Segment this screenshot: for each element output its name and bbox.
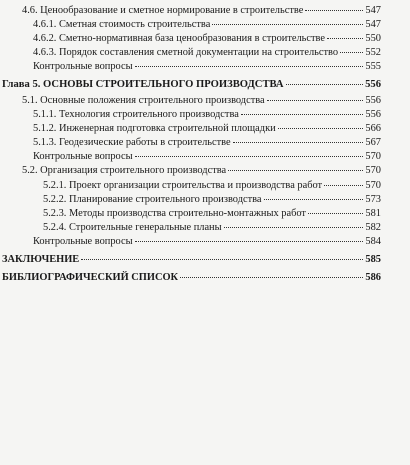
toc-entry-title: Контрольные вопросы <box>33 61 133 72</box>
toc-entry-4-6-1 <box>33 19 381 31</box>
toc-entry-5-2-3 <box>43 208 381 220</box>
toc-entry-5-2-1 <box>43 180 381 192</box>
toc-entry-page: 570 <box>365 165 381 176</box>
dot-leader <box>264 199 364 200</box>
dot-leader <box>286 84 364 85</box>
dot-leader <box>228 170 363 171</box>
toc-entry-5-1-3 <box>33 137 381 149</box>
toc-entry-questions-5-1 <box>33 151 381 163</box>
toc-entry-page: 547 <box>365 5 381 16</box>
toc-entry-title: Контрольные вопросы <box>33 151 133 162</box>
toc-entry-4-6 <box>22 5 381 17</box>
toc-entry-title: 4.6.1. Сметная стоимость строительства <box>33 19 211 30</box>
toc-entry-title: 5.1. Основные положения строительного производства <box>22 95 265 106</box>
toc-entry-page: 552 <box>365 47 381 58</box>
toc-entry-5-1-1 <box>33 109 381 121</box>
toc-entry-page: 556 <box>365 79 381 90</box>
toc-entry-page: 584 <box>365 236 381 247</box>
toc-entry-page: 567 <box>365 137 381 148</box>
dot-leader <box>135 66 364 67</box>
toc-entry-questions-5-2 <box>33 236 381 248</box>
toc-entry-5-2-2 <box>43 194 381 206</box>
toc-entry-title: 5.1.3. Геодезические работы в строительстве <box>33 137 231 148</box>
dot-leader <box>340 52 363 53</box>
dot-leader <box>267 100 364 101</box>
toc-entry-page: 582 <box>365 222 381 233</box>
toc-entry-title: 5.1.1. Технология строительного производства <box>33 109 239 120</box>
toc-entry-title: БИБЛИОГРАФИЧЕСКИЙ СПИСОК <box>2 272 179 283</box>
toc-entry-page: 570 <box>365 151 381 162</box>
toc-entry-5-2 <box>22 165 381 177</box>
toc-entry-page: 556 <box>365 95 381 106</box>
toc-entry-chapter-5 <box>2 79 381 91</box>
toc-entry-title: 4.6.2. Сметно-нормативная база ценообразования в строительстве <box>33 33 326 44</box>
toc-entry-title: 5.2.2. Планирование строительного производства <box>43 194 262 205</box>
toc-entry-page: 555 <box>365 61 381 72</box>
toc-entry-title: 4.6. Ценообразование и сметное нормирование в строительстве <box>22 5 304 16</box>
dot-leader <box>308 213 363 214</box>
toc-entry-conclusion <box>2 254 381 266</box>
toc-entry-title: 5.1.2. Инженерная подготовка строительной площадки <box>33 123 276 134</box>
toc-entry-5-1-2 <box>33 123 381 135</box>
toc-entry-5-1 <box>22 95 381 107</box>
dot-leader <box>135 156 364 157</box>
dot-leader <box>241 114 364 115</box>
toc-entry-title: 5.2.4. Строительные генеральные планы <box>43 222 222 233</box>
toc-entry-page: 570 <box>365 180 381 191</box>
toc-entry-title: 5.2.3. Методы производства строительно-монтажных работ <box>43 208 306 219</box>
dot-leader <box>305 10 363 11</box>
toc-entry-page: 586 <box>365 272 381 283</box>
toc-entry-page: 550 <box>365 33 381 44</box>
toc-entry-questions-4 <box>33 61 381 73</box>
toc-entry-title: 4.6.3. Порядок составления сметной документации на строительство <box>33 47 339 58</box>
toc-entry-title: 5.2. Организация строительного производства <box>22 165 227 176</box>
dot-leader <box>81 259 363 260</box>
toc-entry-bibliography <box>2 272 381 284</box>
toc-entry-5-2-4 <box>43 222 381 234</box>
toc-entry-title: Глава 5. ОСНОВЫ СТРОИТЕЛЬНОГО ПРОИЗВОДСТВА <box>2 79 284 90</box>
toc-entry-page: 573 <box>365 194 381 205</box>
toc-entry-title: ЗАКЛЮЧЕНИЕ <box>2 254 80 265</box>
dot-leader <box>180 277 363 278</box>
dot-leader <box>212 24 363 25</box>
toc-entry-page: 547 <box>365 19 381 30</box>
dot-leader <box>233 142 364 143</box>
dot-leader <box>135 241 364 242</box>
toc-entry-4-6-2 <box>33 33 381 45</box>
dot-leader <box>327 38 363 39</box>
toc-entry-title: 5.2.1. Проект организации строительства и производства работ <box>43 180 323 191</box>
toc-entry-page: 585 <box>365 254 381 265</box>
toc-entry-page: 581 <box>365 208 381 219</box>
toc-entry-title: Контрольные вопросы <box>33 236 133 247</box>
toc-entry-4-6-3 <box>33 47 381 59</box>
toc-entry-page: 556 <box>365 109 381 120</box>
dot-leader <box>224 227 364 228</box>
dot-leader <box>278 128 364 129</box>
dot-leader <box>324 185 363 186</box>
toc-entry-page: 566 <box>365 123 381 134</box>
